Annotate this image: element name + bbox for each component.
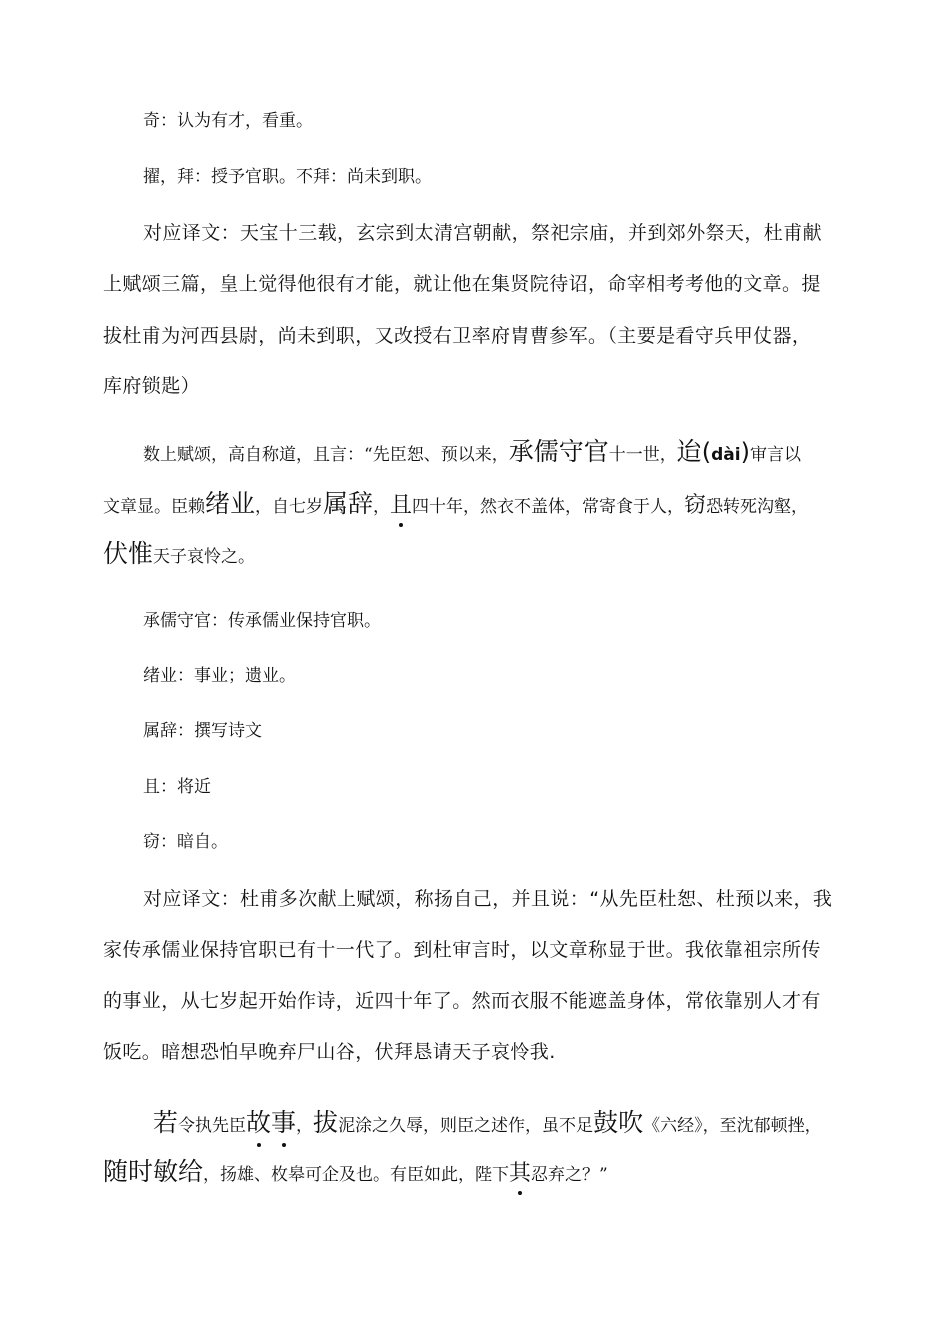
translation-2-line-3: 的事业，从七岁起开始作诗，近四十年了。然而衣服不能遮盖身体，常依靠别人才有	[103, 990, 821, 1012]
text: 数上赋颂，高自称道，且言：“先臣恕、预以来，	[143, 445, 509, 465]
paren-open: (	[701, 438, 712, 466]
text: 恐转死沟壑，	[706, 497, 809, 517]
key-term: 窃	[684, 493, 707, 518]
note-qie-secretly: 窃：暗自。	[143, 832, 228, 852]
note-qi: 奇：认为有才，看重。	[143, 111, 313, 131]
text: 天子哀怜之。	[153, 547, 256, 567]
key-term: 绪业	[205, 489, 256, 518]
translation-1-line-1: 对应译文：天宝十三载，玄宗到太清宫朝献，祭祀宗庙，并到郊外祭天，杜甫献	[143, 222, 823, 244]
text: 四十年，然衣不盖体，常寄食于人，	[412, 497, 685, 517]
key-term: 拔	[313, 1108, 339, 1137]
key-term: 迨	[676, 437, 702, 466]
text: ，	[296, 1116, 314, 1136]
note-qie: 且：将近	[143, 777, 211, 797]
translation-1-line-3: 拔杜甫为河西县尉，尚未到职，又改授右卫率府胄曹参军。（主要是看守兵甲仗器，	[103, 325, 812, 347]
translation-2-line-4: 饭吃。暗想恐怕早晚弃尸山谷，伏拜恳请天子哀怜我.	[103, 1041, 556, 1063]
key-term: 伏惟	[103, 539, 154, 568]
key-term-dotted: 其	[509, 1156, 531, 1187]
text: 文章显。臣赖	[103, 497, 205, 517]
text: ，自七岁	[255, 497, 324, 517]
key-term: 鼓吹	[593, 1108, 644, 1137]
text: ，扬雄、枚皋可企及也。有臣如此，陛下	[203, 1165, 510, 1185]
key-term: 随时敏给	[103, 1157, 204, 1186]
text: 审言以	[749, 445, 801, 465]
text: 《六经》，至沈郁顿挫，	[643, 1116, 822, 1136]
text: 泥涂之久辱，则臣之述作，虽不足	[338, 1116, 594, 1136]
text: 忍弃之？”	[531, 1165, 608, 1185]
passage-2-line-1	[153, 1103, 822, 1139]
pinyin: dài	[711, 445, 741, 465]
passage-1-line-3	[103, 534, 255, 570]
text: ，	[373, 497, 391, 517]
key-term: 属辞	[323, 489, 374, 518]
key-term-dotted: 且	[390, 488, 412, 519]
paren-close: )	[740, 438, 750, 466]
key-term: 承儒守官	[508, 437, 609, 466]
key-term-dotted: 事	[271, 1103, 296, 1139]
translation-1-line-2: 上赋颂三篇，皇上觉得他很有才能，就让他在集贤院待诏，命宰相考考他的文章。提	[103, 273, 821, 295]
passage-2-line-2	[103, 1152, 608, 1188]
passage-1-line-1	[143, 432, 801, 468]
note-xu-ye: 绪业：事业；遗业。	[143, 666, 296, 686]
passage-1-line-2	[103, 484, 808, 520]
text: 令执先臣	[178, 1116, 247, 1136]
translation-2-line-2: 家传承儒业保持官职已有十一代了。到杜审言时，以文章称显于世。我依靠祖宗所传	[103, 939, 821, 961]
note-zhuo-bai: 擢，拜：授予官职。不拜：尚未到职。	[143, 167, 432, 187]
key-term: 若	[153, 1108, 179, 1137]
note-cheng-ru-shou-guan: 承儒守官：传承儒业保持官职。	[143, 611, 381, 631]
text: 十一世，	[608, 445, 677, 465]
translation-2-line-1: 对应译文：杜甫多次献上赋颂，称扬自己，并且说：“从先臣杜恕、杜预以来，我	[143, 888, 833, 910]
note-shu-ci: 属辞：撰写诗文	[143, 721, 262, 741]
key-term-dotted: 故	[246, 1103, 271, 1139]
translation-1-line-4: 库府锁匙）	[103, 375, 201, 397]
